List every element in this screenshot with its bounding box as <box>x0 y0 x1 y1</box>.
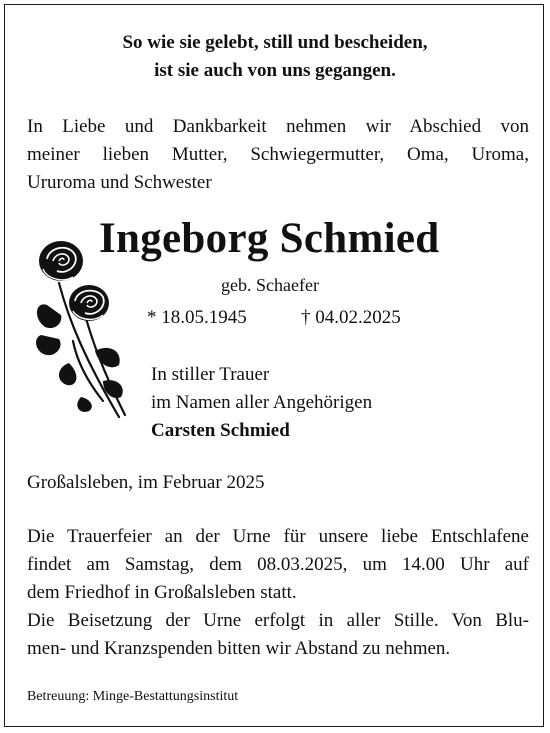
motto-line-2: ist sie auch von uns gegangen. <box>154 60 396 81</box>
obituary-notice <box>4 4 544 727</box>
motto-line-1: So wie sie gelebt, still und bescheiden, <box>122 32 428 53</box>
deceased-name: Ingeborg Schmied <box>99 215 440 262</box>
ceremony-line-1: Die Trauerfeier an der Urne für unsere liebe Entschlafene <box>27 526 529 547</box>
ceremony-line-5: men- und Kranzspenden bitten wir Abstand zu nehmen. <box>27 638 451 659</box>
ceremony-text <box>27 523 529 663</box>
mourners-line-2: im Namen aller Angehörigen <box>151 392 373 413</box>
intro-text <box>27 113 529 197</box>
motto <box>5 29 545 85</box>
intro-line-3: Ururoma und Schwester <box>27 172 212 193</box>
ceremony-line-2: findet am Samstag, dem 08.03.2025, um 14.00 Uhr auf <box>27 554 529 575</box>
maiden-name: geb. Schaefer <box>221 275 319 295</box>
birth-date: * 18.05.1945 <box>147 307 247 328</box>
place-date: Großalsleben, im Februar 2025 <box>27 472 265 493</box>
death-date: † 04.02.2025 <box>301 307 401 328</box>
signer-name: Carsten Schmied <box>151 420 290 441</box>
intro-line-1: In Liebe und Dankbarkeit nehmen wir Abschied von <box>27 116 529 137</box>
funeral-home-credit: Betreuung: Minge-Bestattungsinstitut <box>27 689 239 704</box>
ceremony-line-3: dem Friedhof in Großalsleben statt. <box>27 582 297 603</box>
ceremony-line-4: Die Beisetzung der Urne erfolgt in aller Stille. Von Blu- <box>27 610 529 631</box>
intro-line-2: meiner lieben Mutter, Schwiegermutter, Oma, Uroma, <box>27 144 529 165</box>
mourners <box>151 361 372 445</box>
mourners-line-1: In stiller Trauer <box>151 364 270 385</box>
